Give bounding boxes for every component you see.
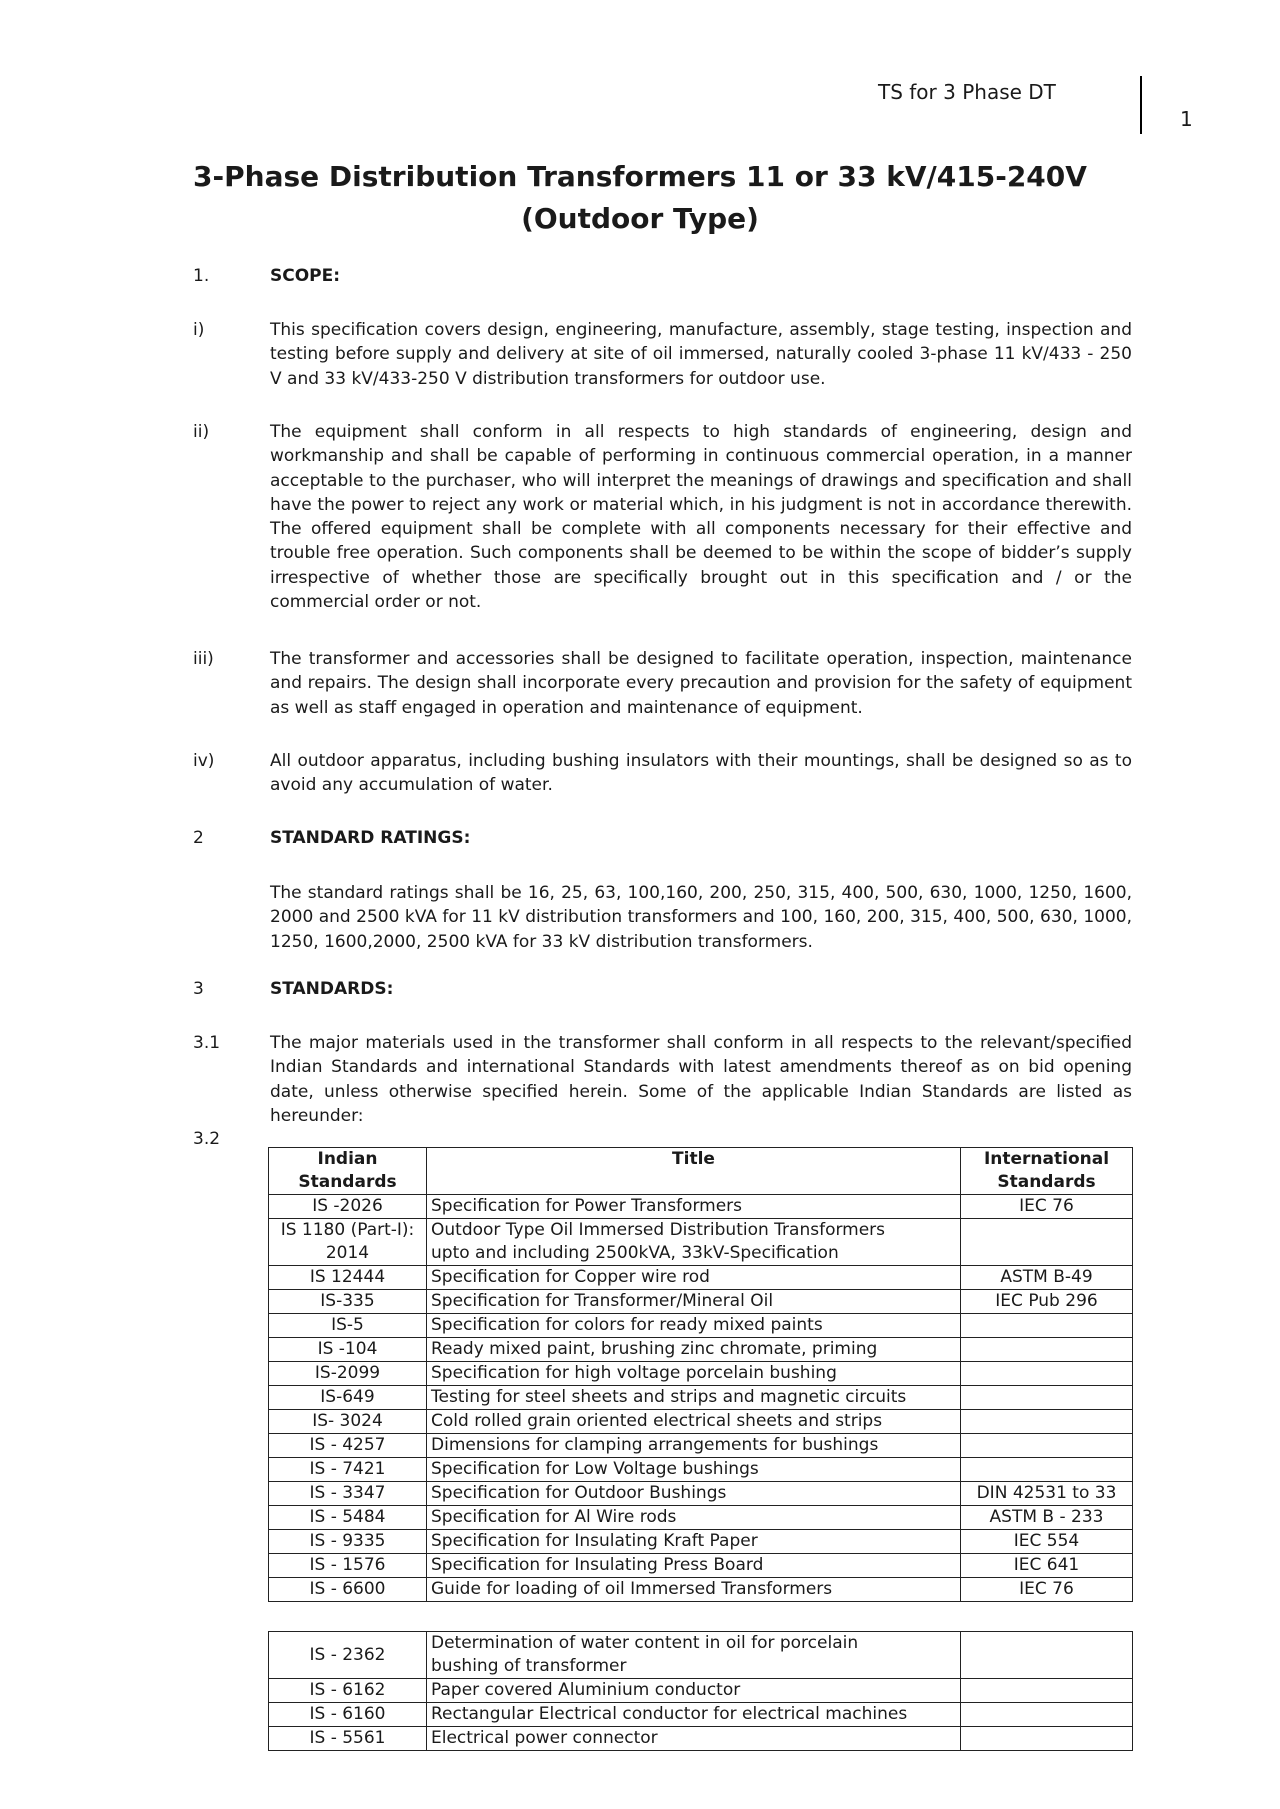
international-standard-cell: ASTM B-49 xyxy=(961,1266,1133,1290)
indian-standard-cell: IS - 3347 xyxy=(269,1482,427,1506)
subsection-number: 3.2 xyxy=(193,1129,221,1149)
title-cell: Testing for steel sheets and strips and magnetic circuits xyxy=(427,1386,961,1410)
table-row xyxy=(269,1362,1133,1386)
title-cell: Specification for Insulating Press Board xyxy=(427,1554,961,1578)
international-standard-cell: IEC Pub 296 xyxy=(961,1290,1133,1314)
document-subtitle: (Outdoor Type) xyxy=(521,202,759,235)
item-number: ii) xyxy=(193,422,210,442)
scope-paragraph-4: All outdoor apparatus, including bushing insulators with their mountings, shall be designed so as to avoid any accumulation of water. xyxy=(270,751,1132,796)
title-cell: Rectangular Electrical conductor for electrical machines xyxy=(427,1703,961,1727)
table-row xyxy=(269,1530,1133,1554)
section-heading-scope: SCOPE: xyxy=(270,266,341,286)
document-title: 3-Phase Distribution Transformers 11 or 33 kV/415-240V xyxy=(193,160,1087,193)
table-row xyxy=(269,1482,1133,1506)
international-standard-cell xyxy=(961,1338,1133,1362)
international-standard-cell xyxy=(961,1314,1133,1338)
page-number: 1 xyxy=(1180,107,1193,131)
international-standard-cell: ASTM B - 233 xyxy=(961,1506,1133,1530)
title-cell: Specification for Outdoor Bushings xyxy=(427,1482,961,1506)
scope-paragraph-3: The transformer and accessories shall be designed to facilitate operation, inspection, maintenance and repairs. The design shall incorporate every precaution and provision for the safety of equipment as well as staff engaged in operation and maintenance of equipment. xyxy=(270,649,1132,718)
international-standard-cell: IEC 76 xyxy=(961,1578,1133,1602)
title-cell: Specification for Transformer/Mineral Oil xyxy=(427,1290,961,1314)
table-row xyxy=(269,1290,1133,1314)
table-row xyxy=(269,1578,1133,1602)
table-row xyxy=(269,1219,1133,1266)
item-number: iii) xyxy=(193,649,214,669)
table-row xyxy=(269,1458,1133,1482)
item-number: i) xyxy=(193,320,205,340)
table-row xyxy=(269,1266,1133,1290)
header-divider xyxy=(1140,76,1142,134)
title-cell: Specification for Power Transformers xyxy=(427,1195,961,1219)
indian-standard-cell: IS-335 xyxy=(269,1290,427,1314)
indian-standard-cell: IS -104 xyxy=(269,1338,427,1362)
scope-paragraph-2: The equipment shall conform in all respects to high standards of engineering, design and workmanship and shall be capable of performing in continuous commercial operation, in a manner acceptable to the purchaser, who will interpret the meanings of drawings and specification and shall have the power to reject any work or material which, in his judgment is not in accordance therewith. The offered equipment shall be complete with all components necessary for their effective and trouble free operation. Such components shall be deemed to be within the scope of bidder’s supply irrespective of whether those are specifically brought out in this specification and / or the commercial order or not. xyxy=(270,422,1132,613)
ratings-paragraph: The standard ratings shall be 16, 25, 63, 100,160, 200, 250, 315, 400, 500, 630, 1000, 1250, 1600, 2000 and 2500 kVA for 11 kV distribution transformers and 100, 160, 200, 315, 400, 500, 630, 1000, 1250, 1600,2000, 2500 kVA for 33 kV distribution transformers. xyxy=(270,883,1132,952)
indian-standard-cell: IS - 6162 xyxy=(269,1679,427,1703)
header-title: Title xyxy=(427,1148,961,1195)
table-row xyxy=(269,1410,1133,1434)
header-international-standards: International Standards xyxy=(961,1148,1133,1195)
indian-standard-cell: IS 12444 xyxy=(269,1266,427,1290)
title-cell: Specification for Copper wire rod xyxy=(427,1266,961,1290)
table-row xyxy=(269,1434,1133,1458)
indian-standard-cell: IS - 6160 xyxy=(269,1703,427,1727)
international-standard-cell xyxy=(961,1458,1133,1482)
table-row xyxy=(269,1386,1133,1410)
title-cell: Dimensions for clamping arrangements for bushings xyxy=(427,1434,961,1458)
table-row xyxy=(269,1314,1133,1338)
section-heading-ratings: STANDARD RATINGS: xyxy=(270,828,471,848)
title-cell: Guide for loading of oil Immersed Transformers xyxy=(427,1578,961,1602)
standards-paragraph: The major materials used in the transformer shall conform in all respects to the relevant/specified Indian Standards and international Standards with latest amendments thereof as on bid opening date, unless otherwise specified herein. Some of the applicable Indian Standards are listed as hereunder: xyxy=(270,1033,1132,1126)
running-header: TS for 3 Phase DT xyxy=(878,80,1056,104)
international-standard-cell xyxy=(961,1727,1133,1751)
table-row xyxy=(269,1679,1133,1703)
indian-standard-cell: IS-649 xyxy=(269,1386,427,1410)
table-row xyxy=(269,1727,1133,1751)
indian-standard-cell: IS - 9335 xyxy=(269,1530,427,1554)
table-row xyxy=(269,1554,1133,1578)
title-cell: Determination of water content in oil for porcelain bushing of transformer xyxy=(427,1632,961,1679)
subsection-number: 3.1 xyxy=(193,1033,221,1053)
table-row xyxy=(269,1195,1133,1219)
standards-table xyxy=(268,1147,1133,1602)
international-standard-cell xyxy=(961,1434,1133,1458)
indian-standard-cell: IS - 1576 xyxy=(269,1554,427,1578)
indian-standard-cell: IS - 5561 xyxy=(269,1727,427,1751)
section-number: 2 xyxy=(193,828,204,848)
section-number: 1. xyxy=(193,266,210,286)
title-cell: Ready mixed paint, brushing zinc chromate, priming xyxy=(427,1338,961,1362)
standards-table-continued xyxy=(268,1631,1133,1751)
table-row xyxy=(269,1632,1133,1679)
section-number: 3 xyxy=(193,979,204,999)
table-row xyxy=(269,1338,1133,1362)
international-standard-cell xyxy=(961,1219,1133,1266)
table-row xyxy=(269,1506,1133,1530)
section-heading-standards: STANDARDS: xyxy=(270,979,394,999)
international-standard-cell: IEC 641 xyxy=(961,1554,1133,1578)
title-cell: Specification for Al Wire rods xyxy=(427,1506,961,1530)
indian-standard-cell: IS -2026 xyxy=(269,1195,427,1219)
indian-standard-cell: IS - 7421 xyxy=(269,1458,427,1482)
indian-standard-cell: IS 1180 (Part-I): 2014 xyxy=(269,1219,427,1266)
international-standard-cell xyxy=(961,1410,1133,1434)
indian-standard-cell: IS - 6600 xyxy=(269,1578,427,1602)
international-standard-cell xyxy=(961,1632,1133,1679)
indian-standard-cell: IS - 4257 xyxy=(269,1434,427,1458)
title-cell: Paper covered Aluminium conductor xyxy=(427,1679,961,1703)
title-cell: Specification for high voltage porcelain bushing xyxy=(427,1362,961,1386)
header-indian-standards: Indian Standards xyxy=(269,1148,427,1195)
indian-standard-cell: IS - 5484 xyxy=(269,1506,427,1530)
title-cell: Specification for Insulating Kraft Paper xyxy=(427,1530,961,1554)
indian-standard-cell: IS - 2362 xyxy=(269,1632,427,1679)
international-standard-cell xyxy=(961,1386,1133,1410)
scope-paragraph-1: This specification covers design, engineering, manufacture, assembly, stage testing, inspection and testing before supply and delivery at site of oil immersed, naturally cooled 3-phase 11 kV/433 - 250 V and 33 kV/433-250 V distribution transformers for outdoor use. xyxy=(270,320,1132,389)
international-standard-cell xyxy=(961,1679,1133,1703)
title-cell: Outdoor Type Oil Immersed Distribution Transformers upto and including 2500kVA, 33kV-Specification xyxy=(427,1219,961,1266)
title-cell: Cold rolled grain oriented electrical sheets and strips xyxy=(427,1410,961,1434)
international-standard-cell xyxy=(961,1703,1133,1727)
table-header-row xyxy=(269,1148,1133,1195)
indian-standard-cell: IS-5 xyxy=(269,1314,427,1338)
item-number: iv) xyxy=(193,751,215,771)
table-row xyxy=(269,1703,1133,1727)
indian-standard-cell: IS- 3024 xyxy=(269,1410,427,1434)
international-standard-cell xyxy=(961,1362,1133,1386)
title-cell: Specification for colors for ready mixed paints xyxy=(427,1314,961,1338)
international-standard-cell: IEC 554 xyxy=(961,1530,1133,1554)
international-standard-cell: DIN 42531 to 33 xyxy=(961,1482,1133,1506)
international-standard-cell: IEC 76 xyxy=(961,1195,1133,1219)
title-cell: Electrical power connector xyxy=(427,1727,961,1751)
title-cell: Specification for Low Voltage bushings xyxy=(427,1458,961,1482)
indian-standard-cell: IS-2099 xyxy=(269,1362,427,1386)
